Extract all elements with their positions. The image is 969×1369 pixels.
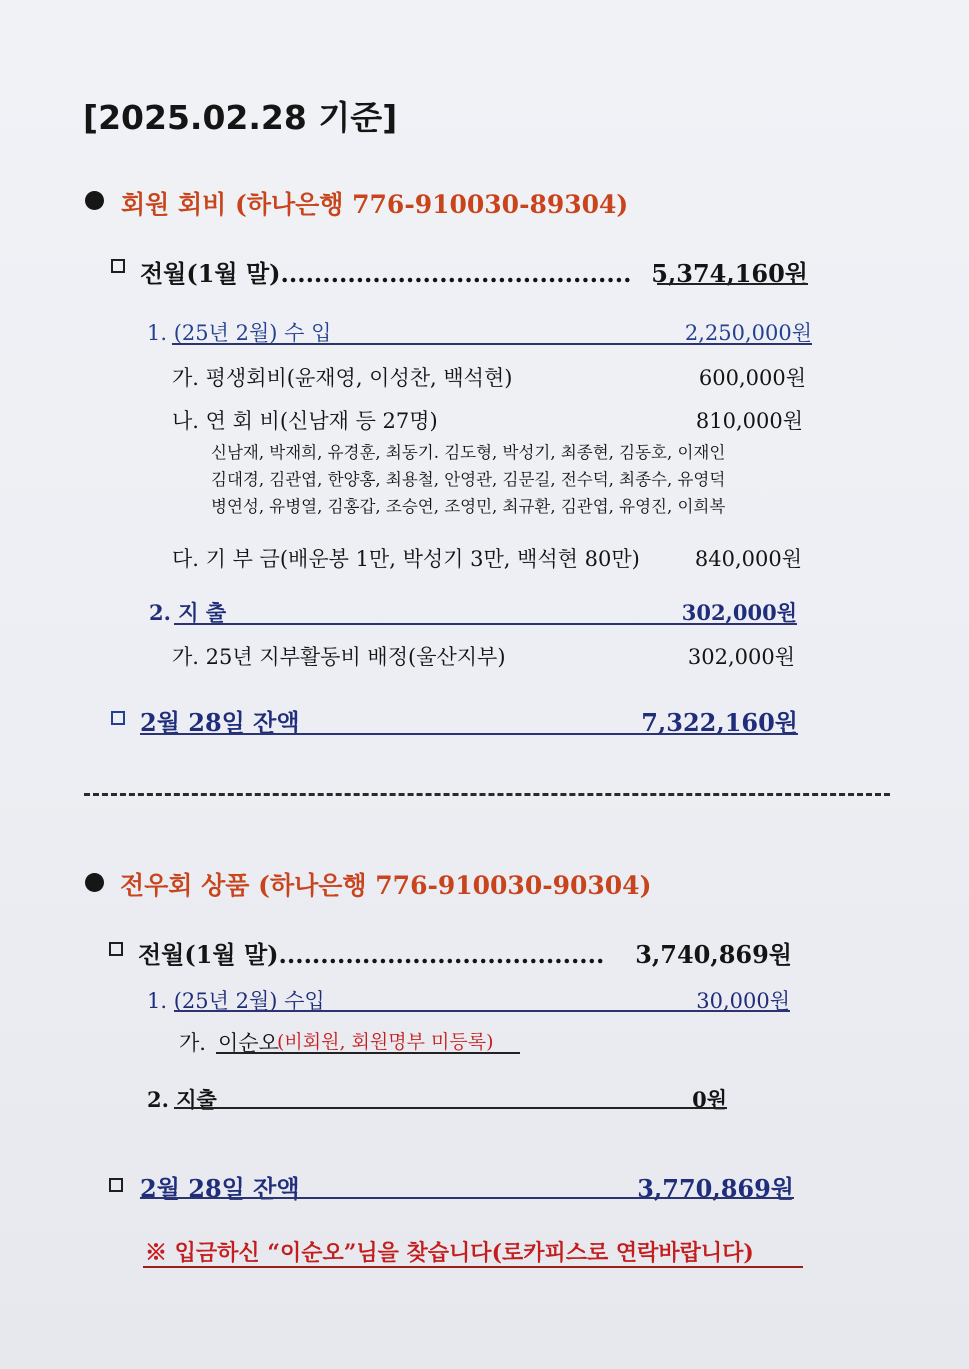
prev-month-label: 전월(1월 말).......................................... xyxy=(140,259,632,288)
expense-underline xyxy=(174,623,797,625)
income-underline-2 xyxy=(174,1010,790,1012)
expense-underline-2 xyxy=(174,1107,727,1109)
expense-label: 2. 지 출 xyxy=(149,600,227,625)
balance-underline-2 xyxy=(140,1197,794,1199)
bullet-icon xyxy=(85,191,104,210)
checkbox-icon xyxy=(111,259,125,273)
section1-heading: 회원 회비 (하나은행 776-910030-89304) xyxy=(121,190,629,219)
lifetime-fee-amount: 600,000원 xyxy=(698,366,806,390)
depositor-note: (비회원, 회원명부 미등록) xyxy=(277,1031,494,1053)
balance-amount-2: 3,770,869원 xyxy=(637,1174,794,1203)
depositor-name: 이순오 xyxy=(218,1031,279,1055)
page-title: [2025.02.28 기준] xyxy=(83,98,398,137)
checkbox-icon xyxy=(109,942,123,956)
names-line-2: 김대경, 김관엽, 한양홍, 최용철, 안영관, 김문길, 전수덕, 최종수, 유영덕 xyxy=(211,470,726,489)
income-label: 1. (25년 2월) 수 입 xyxy=(147,321,332,345)
prev-month-amount: 5,374,160원 xyxy=(651,259,808,288)
checkbox-icon xyxy=(111,711,125,725)
expense-label-2: 2. 지출 xyxy=(147,1087,217,1112)
expense-amount-2: 0원 xyxy=(692,1087,727,1112)
expense-amount: 302,000원 xyxy=(681,600,797,625)
annual-fee-amount: 810,000원 xyxy=(695,409,803,433)
donation-amount: 840,000원 xyxy=(694,547,802,571)
prev-amount-underline xyxy=(657,283,808,285)
expense-item-amount: 302,000원 xyxy=(687,645,795,669)
names-line-1: 신남재, 박재희, 유경훈, 최동기. 김도형, 박성기, 최종현, 김동호, 이재인 xyxy=(211,443,726,462)
dashed-divider xyxy=(84,793,890,796)
income-underline xyxy=(172,343,812,345)
donation-label: 다. 기 부 금(배운봉 1만, 박성기 3만, 백석현 80만) xyxy=(172,547,640,571)
member-names xyxy=(211,439,725,520)
balance-label: 2월 28일 잔액 xyxy=(140,708,300,737)
expense-item-label: 가. 25년 지부활동비 배정(울산지부) xyxy=(172,645,506,669)
notice-text: ※ 입금하신 “이순오”님을 찾습니다(로카피스로 연락바랍니다) xyxy=(145,1240,754,1266)
balance-underline xyxy=(140,733,798,735)
income-amount-2: 30,000원 xyxy=(696,989,790,1013)
checkbox-icon xyxy=(109,1178,123,1192)
income-amount: 2,250,000원 xyxy=(684,321,812,345)
annual-fee-label: 나. 연 회 비(신남재 등 27명) xyxy=(172,409,438,433)
bullet-icon xyxy=(85,873,104,892)
names-line-3: 병연성, 유병열, 김홍갑, 조승연, 조영민, 최규환, 김관엽, 유영진, 이희복 xyxy=(211,497,726,516)
lifetime-fee-label: 가. 평생회비(윤재영, 이성찬, 백석현) xyxy=(172,366,513,390)
income-item-prefix: 가. xyxy=(179,1031,206,1055)
prev-month-amount-2: 3,740,869원 xyxy=(635,940,792,969)
section2-heading: 전우회 상품 (하나은행 776-910030-90304) xyxy=(120,871,652,900)
balance-amount: 7,322,160원 xyxy=(641,708,798,737)
balance-label-2: 2월 28일 잔액 xyxy=(140,1174,300,1203)
notice-underline xyxy=(143,1266,803,1268)
prev-month-label-2: 전월(1월 말)....................................... xyxy=(138,940,605,969)
depositor-underline xyxy=(216,1052,520,1054)
income-label-2: 1. (25년 2월) 수입 xyxy=(147,989,325,1013)
